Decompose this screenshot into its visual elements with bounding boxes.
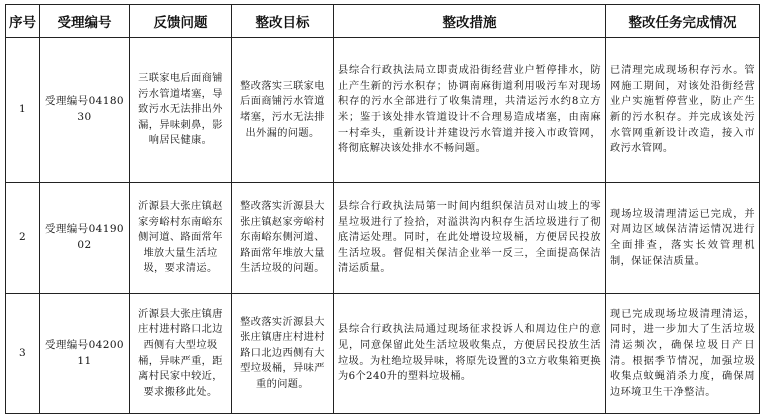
cell-rectification-goal: 整改落实沂源县大张庄镇赵家旁峪村东南峪东侧河道、路面常年堆放大量生活垃圾的问题。 — [232, 183, 334, 294]
cell-completion-status: 已清理完成现场积存污水。管网施工期间，对该处沿街经营业户实施暂停营业，防止产生新的污水积存。并完成该处污水管网重新设计改造，接入市政污水管网。 — [606, 38, 760, 183]
header-seq: 序号 — [6, 5, 40, 38]
cell-seq: 1 — [6, 38, 40, 183]
rectification-table — [5, 4, 760, 414]
cell-acceptance-no: 受理编号0419002 — [40, 183, 130, 294]
cell-feedback-issue: 三联家电后面商铺污水管道堵塞，导致污水无法排出外漏，异味刺鼻，影响居民健康。 — [130, 38, 232, 183]
cell-rectification-measure: 县综合行政执法局立即责成沿街经营业户暂停排水，防止产生新的污水积存；协调南麻街道利用吸污车对现场积存的污水全部进行了收集清理，共清运污水约8立方米；鉴于该处排水管道设计不合理易造成堵塞，由南麻一村牵头，重新设计并建设污水管道并接入市政管网，将彻底解决该处排水不畅问题。 — [334, 38, 606, 183]
cell-rectification-measure: 县综合行政执法局第一时间内组织保洁员对山坡上的零星垃圾进行了捡拾，对溢洪沟内积存生活垃圾进行了彻底清运处理。同时，在此处增设垃圾桶，方便居民投放生活垃圾。督促相关保洁企业举一反三，全面提高保洁清运质量。 — [334, 183, 606, 294]
table-row — [6, 183, 760, 294]
cell-rectification-goal: 整改落实三联家电后面商铺污水管道堵塞，污水无法排出外漏的问题。 — [232, 38, 334, 183]
cell-completion-status: 现已完成现场垃圾清理清运，同时，进一步加大了生活垃圾清运频次，确保垃圾日产日清。根据季节情况，加强垃圾收集点蚊蝇消杀力度，确保周边环境卫生干净整洁。 — [606, 294, 760, 414]
cell-feedback-issue: 沂源县大张庄镇唐庄村进村路口北边西侧有大型垃圾桶，异味严重，距离村民家中较近，要求搬移此处。 — [130, 294, 232, 414]
header-completion-status: 整改任务完成情况 — [606, 5, 760, 38]
cell-feedback-issue: 沂源县大张庄镇赵家旁峪村东南峪东侧河道、路面常年堆放大量生活垃圾，要求清运。 — [130, 183, 232, 294]
cell-rectification-measure: 县综合行政执法局通过现场征求投诉人和周边住户的意见，同意保留此处生活垃圾收集点，方便居民投放生活垃圾。为杜绝垃圾异味，将原先设置的3立方收集箱更换为6个240升的塑料垃圾桶。 — [334, 294, 606, 414]
table-header-row — [6, 5, 760, 38]
cell-acceptance-no: 受理编号0420011 — [40, 294, 130, 414]
table-row — [6, 294, 760, 414]
rectification-table-wrapper — [5, 4, 760, 414]
cell-completion-status: 现场垃圾清理清运已完成，并对周边区域保洁清运情况进行全面排查，落实长效管理机制，保证保洁质量。 — [606, 183, 760, 294]
cell-seq: 2 — [6, 183, 40, 294]
header-rectification-goal: 整改目标 — [232, 5, 334, 38]
cell-rectification-goal: 整改落实沂源县大张庄镇唐庄村进村路口北边西侧有大型垃圾桶，异味严重的问题。 — [232, 294, 334, 414]
cell-seq: 3 — [6, 294, 40, 414]
header-feedback-issue: 反馈问题 — [130, 5, 232, 38]
header-rectification-measure: 整改措施 — [334, 5, 606, 38]
header-acceptance-no: 受理编号 — [40, 5, 130, 38]
cell-acceptance-no: 受理编号0418030 — [40, 38, 130, 183]
table-row — [6, 38, 760, 183]
